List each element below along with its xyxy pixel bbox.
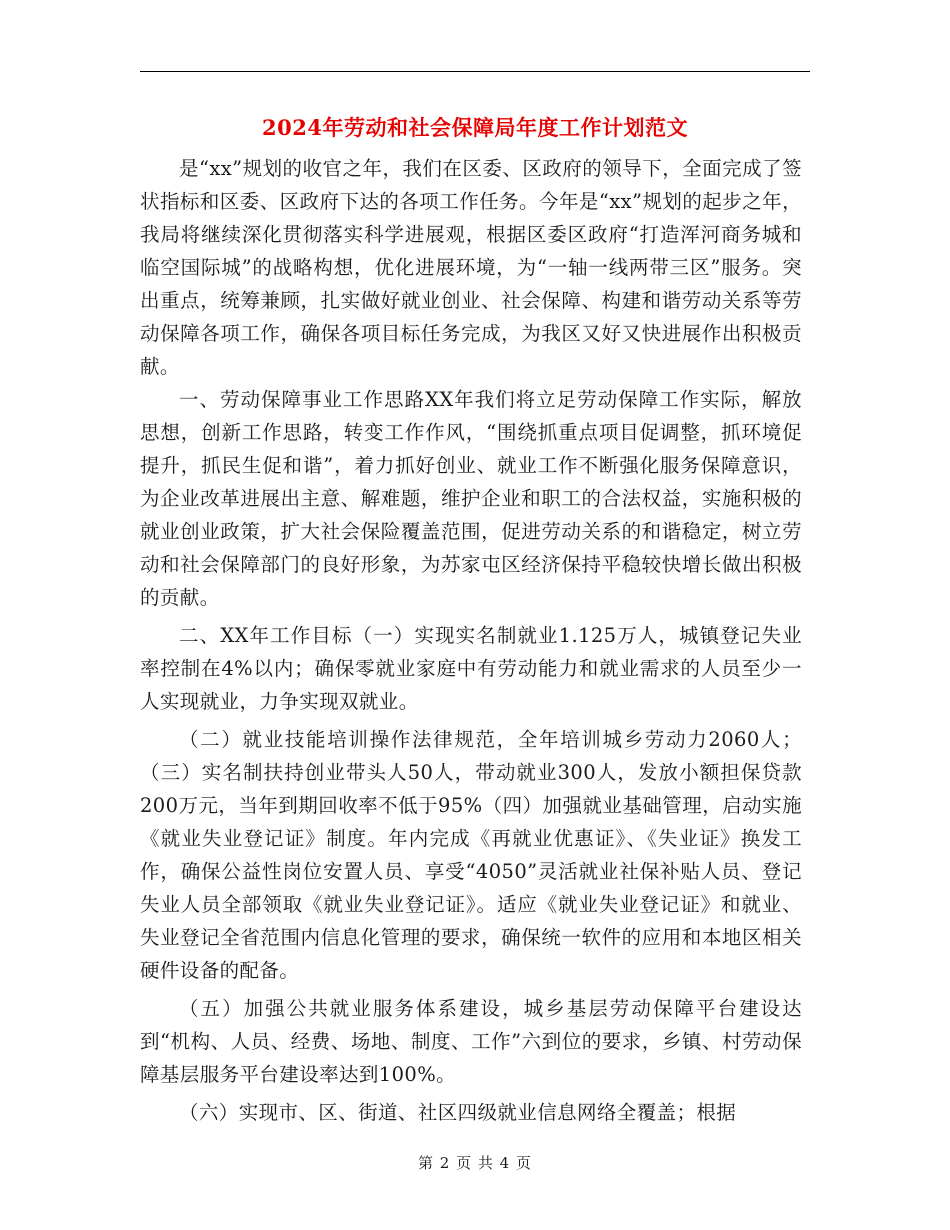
document-title: 2024年劳动和社会保障局年度工作计划范文 — [262, 115, 688, 140]
paragraph-intro: 是“xx”规划的收官之年，我们在区委、区政府的领导下，全面完成了签状指标和区委、区政府下达的各项工作任务。今年是“xx”规划的起步之年，我局将继续深化贯彻落实科学进展观，根据区委区政府“打造浑河商务城和临空国际城”的战略构想，优化进展环境，为“一轴一线两带三区”服务。突出重点，统筹兼顾，扎实做好就业创业、社会保障、构建和谐劳动关系等劳动保障各项工作，确保各项目标任务完成，为我区又好又快进展作出积极贡献。 — [140, 157, 802, 378]
paragraph-info-network: （六）实现市、区、街道、社区四级就业信息网络全覆盖；根据 — [179, 1101, 737, 1124]
header-rule — [140, 71, 810, 72]
paragraph-public-service: （五）加强公共就业服务体系建设，城乡基层劳动保障平台建设达到“机构、人员、经费、场地、制度、工作”六到位的要求，乡镇、村劳动保障基层服务平台建设率达到100%。 — [140, 997, 802, 1086]
page-number: 第 2 页 共 4 页 — [418, 1154, 532, 1172]
document-body — [140, 152, 802, 1129]
paragraph-training-targets: （二）就业技能培训操作法律规范，全年培训城乡劳动力2060人；（三）实名制扶持创业带头人50人，带动就业300人，发放小额担保贷款200万元，当年到期回收率不低于95%（四）加强就业基础管理，启动实施《就业失业登记证》制度。年内完成《再就业优惠证》、《失业证》换发工作，确保公益性岗位安置人员、享受“4050”灵活就业社保补贴人员、登记失业人员全部领取《就业失业登记证》。适应《就业失业登记证》和就业、失业登记全省范围内信息化管理的要求，确保统一软件的应用和本地区相关硬件设备的配备。 — [140, 728, 802, 982]
paragraph-work-goals: 二、XX年工作目标（一）实现实名制就业1.125万人，城镇登记失业率控制在4%以内；确保零就业家庭中有劳动能力和就业需求的人员至少一人实现就业，力争实现双就业。 — [140, 624, 802, 713]
paragraph-work-approach: 一、劳动保障事业工作思路XX年我们将立足劳动保障工作实际，解放思想，创新工作思路，转变工作作风，“围绕抓重点项目促调整，抓环境促提升，抓民生促和谐”，着力抓好创业、就业工作不断强化服务保障意识，为企业改革进展出主意、解难题，维护企业和职工的合法权益，实施积极的就业创业政策，扩大社会保险覆盖范围，促进劳动关系的和谐稳定，树立劳动和社会保障部门的良好形象，为苏家屯区经济保持平稳较快增长做出积极的贡献。 — [140, 388, 802, 609]
